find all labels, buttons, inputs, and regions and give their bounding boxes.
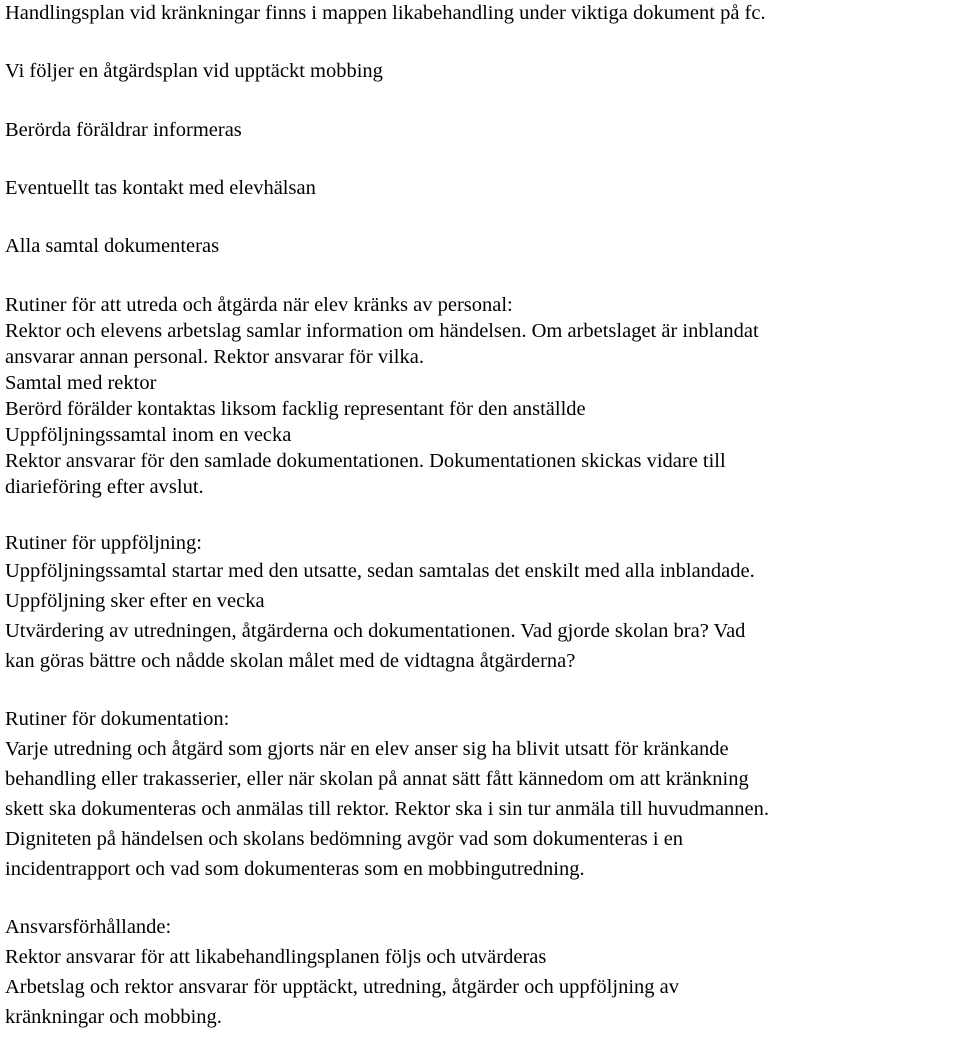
body-line: Rektor ansvarar för den samlade dokumentationen. Dokumentationen skickas vidare till	[5, 450, 726, 472]
bullet-line: Alla samtal dokumenteras	[5, 235, 220, 257]
body-line: skett ska dokumenteras och anmälas till rektor. Rektor ska i sin tur anmäla till huvudmannen.	[5, 798, 770, 820]
body-line: Digniteten på händelsen och skolans bedömning avgör vad som dokumenteras i en	[5, 828, 684, 850]
body-line: Uppföljningssamtal inom en vecka	[5, 424, 292, 446]
body-line: Samtal med rektor	[5, 372, 157, 394]
section-heading: Rutiner för att utreda och åtgärda när elev kränks av personal:	[5, 294, 513, 316]
body-line: kränkningar och mobbing.	[5, 1006, 222, 1028]
body-line: Rektor och elevens arbetslag samlar information om händelsen. Om arbetslaget är inblandat	[5, 320, 759, 342]
body-line: Arbetslag och rektor ansvarar för upptäckt, utredning, åtgärder och uppföljning av	[5, 976, 679, 998]
body-line: Rektor ansvarar för att likabehandlingsplanen följs och utvärderas	[5, 946, 547, 968]
section-heading: Rutiner för uppföljning:	[5, 532, 203, 554]
body-line: Varje utredning och åtgärd som gjorts när en elev anser sig ha blivit utsatt för kränkande	[5, 738, 729, 760]
body-line: diarieföring efter avslut.	[5, 476, 204, 498]
body-line: kan göras bättre och nådde skolan målet med de vidtagna åtgärderna?	[5, 650, 576, 672]
body-line: behandling eller trakasserier, eller när skolan på annat sätt fått kännedom om att kränkning	[5, 768, 749, 790]
section-heading: Rutiner för dokumentation:	[5, 708, 230, 730]
bullet-line: Berörda föräldrar informeras	[5, 119, 242, 141]
body-line: Berörd förälder kontaktas liksom facklig representant för den anställde	[5, 398, 586, 420]
intro-text: Handlingsplan vid kränkningar finns i mappen likabehandling under viktiga dokument på fc.	[5, 2, 766, 24]
body-line: incidentrapport och vad som dokumenteras som en mobbingutredning.	[5, 858, 585, 880]
bullet-line: Vi följer en åtgärdsplan vid upptäckt mobbing	[5, 60, 383, 82]
body-line: ansvarar annan personal. Rektor ansvarar för vilka.	[5, 346, 424, 368]
body-line: Uppföljning sker efter en vecka	[5, 590, 265, 612]
body-line: Uppföljningssamtal startar med den utsatte, sedan samtalas det enskilt med alla inblandade.	[5, 560, 755, 582]
section-heading: Ansvarsförhållande:	[5, 916, 172, 938]
bullet-line: Eventuellt tas kontakt med elevhälsan	[5, 177, 316, 199]
body-line: Utvärdering av utredningen, åtgärderna och dokumentationen. Vad gjorde skolan bra? Vad	[5, 620, 746, 642]
